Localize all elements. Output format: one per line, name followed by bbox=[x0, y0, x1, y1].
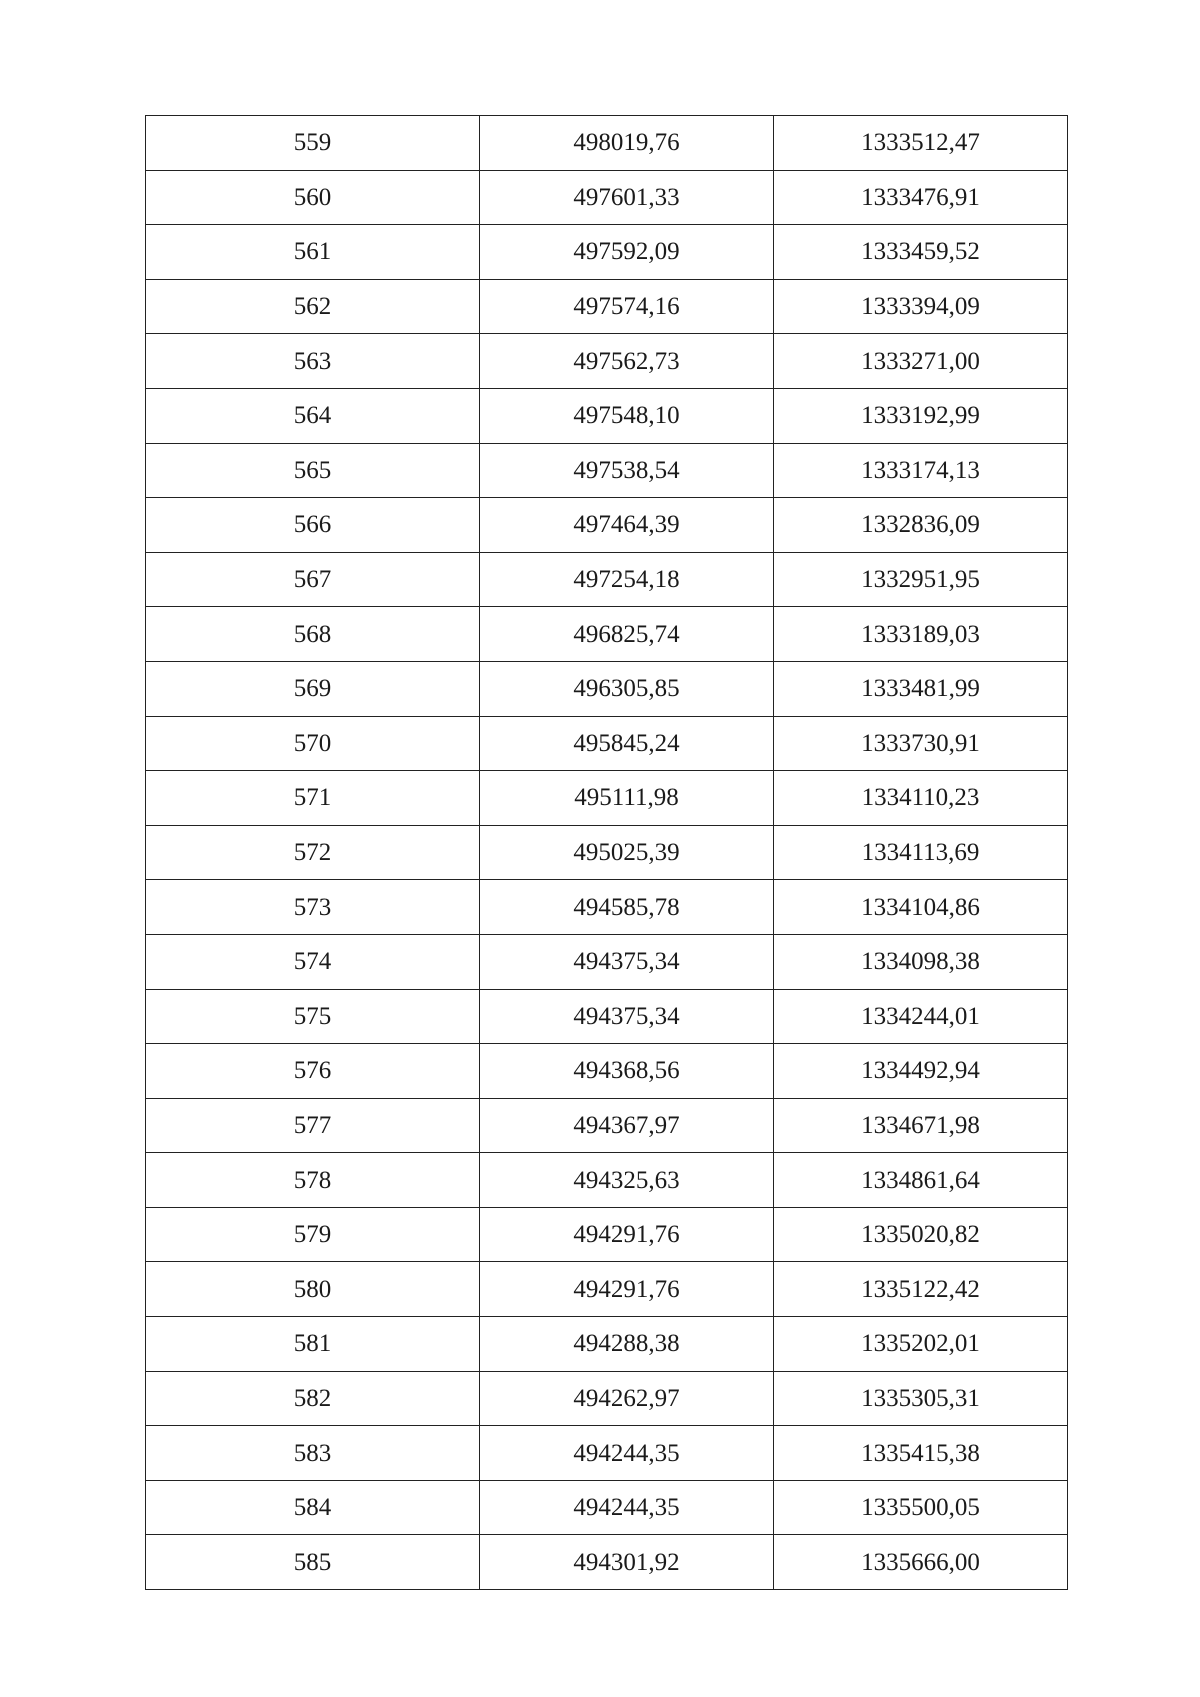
point-number-cell: 579 bbox=[146, 1207, 480, 1262]
x-coordinate-cell: 495025,39 bbox=[480, 825, 774, 880]
x-coordinate-cell: 494244,35 bbox=[480, 1480, 774, 1535]
y-coordinate-cell: 1334671,98 bbox=[774, 1098, 1068, 1153]
table-row bbox=[146, 1426, 1068, 1481]
y-coordinate-cell: 1335020,82 bbox=[774, 1207, 1068, 1262]
table-row bbox=[146, 771, 1068, 826]
table-row bbox=[146, 1207, 1068, 1262]
y-coordinate-cell: 1335122,42 bbox=[774, 1262, 1068, 1317]
table-row bbox=[146, 116, 1068, 171]
x-coordinate-cell: 494288,38 bbox=[480, 1317, 774, 1372]
y-coordinate-cell: 1333459,52 bbox=[774, 225, 1068, 280]
table-row bbox=[146, 880, 1068, 935]
y-coordinate-cell: 1332836,09 bbox=[774, 498, 1068, 553]
table-row bbox=[146, 443, 1068, 498]
y-coordinate-cell: 1333476,91 bbox=[774, 170, 1068, 225]
y-coordinate-cell: 1334492,94 bbox=[774, 1044, 1068, 1099]
y-coordinate-cell: 1335500,05 bbox=[774, 1480, 1068, 1535]
table-row bbox=[146, 607, 1068, 662]
point-number-cell: 562 bbox=[146, 279, 480, 334]
x-coordinate-cell: 495111,98 bbox=[480, 771, 774, 826]
x-coordinate-cell: 497562,73 bbox=[480, 334, 774, 389]
point-number-cell: 573 bbox=[146, 880, 480, 935]
point-number-cell: 575 bbox=[146, 989, 480, 1044]
point-number-cell: 582 bbox=[146, 1371, 480, 1426]
point-number-cell: 568 bbox=[146, 607, 480, 662]
table-row bbox=[146, 1535, 1068, 1590]
x-coordinate-cell: 497464,39 bbox=[480, 498, 774, 553]
x-coordinate-cell: 494585,78 bbox=[480, 880, 774, 935]
table-row bbox=[146, 1317, 1068, 1372]
point-number-cell: 584 bbox=[146, 1480, 480, 1535]
x-coordinate-cell: 497592,09 bbox=[480, 225, 774, 280]
point-number-cell: 577 bbox=[146, 1098, 480, 1153]
point-number-cell: 571 bbox=[146, 771, 480, 826]
x-coordinate-cell: 494367,97 bbox=[480, 1098, 774, 1153]
table-row bbox=[146, 334, 1068, 389]
coordinates-table bbox=[145, 115, 1068, 1590]
y-coordinate-cell: 1335202,01 bbox=[774, 1317, 1068, 1372]
x-coordinate-cell: 494301,92 bbox=[480, 1535, 774, 1590]
y-coordinate-cell: 1334110,23 bbox=[774, 771, 1068, 826]
point-number-cell: 570 bbox=[146, 716, 480, 771]
y-coordinate-cell: 1334098,38 bbox=[774, 934, 1068, 989]
table-row bbox=[146, 1262, 1068, 1317]
x-coordinate-cell: 497538,54 bbox=[480, 443, 774, 498]
y-coordinate-cell: 1334244,01 bbox=[774, 989, 1068, 1044]
x-coordinate-cell: 494262,97 bbox=[480, 1371, 774, 1426]
table-row bbox=[146, 388, 1068, 443]
point-number-cell: 559 bbox=[146, 116, 480, 171]
point-number-cell: 566 bbox=[146, 498, 480, 553]
y-coordinate-cell: 1333174,13 bbox=[774, 443, 1068, 498]
point-number-cell: 576 bbox=[146, 1044, 480, 1099]
y-coordinate-cell: 1333192,99 bbox=[774, 388, 1068, 443]
x-coordinate-cell: 494244,35 bbox=[480, 1426, 774, 1481]
x-coordinate-cell: 496825,74 bbox=[480, 607, 774, 662]
x-coordinate-cell: 496305,85 bbox=[480, 661, 774, 716]
point-number-cell: 561 bbox=[146, 225, 480, 280]
x-coordinate-cell: 497254,18 bbox=[480, 552, 774, 607]
point-number-cell: 574 bbox=[146, 934, 480, 989]
table-row bbox=[146, 989, 1068, 1044]
point-number-cell: 560 bbox=[146, 170, 480, 225]
y-coordinate-cell: 1333394,09 bbox=[774, 279, 1068, 334]
x-coordinate-cell: 494368,56 bbox=[480, 1044, 774, 1099]
x-coordinate-cell: 494291,76 bbox=[480, 1262, 774, 1317]
table-row bbox=[146, 1153, 1068, 1208]
x-coordinate-cell: 497574,16 bbox=[480, 279, 774, 334]
coordinates-table-body bbox=[146, 116, 1068, 1590]
y-coordinate-cell: 1335305,31 bbox=[774, 1371, 1068, 1426]
table-row bbox=[146, 716, 1068, 771]
y-coordinate-cell: 1332951,95 bbox=[774, 552, 1068, 607]
y-coordinate-cell: 1333512,47 bbox=[774, 116, 1068, 171]
table-row bbox=[146, 552, 1068, 607]
table-row bbox=[146, 1371, 1068, 1426]
table-row bbox=[146, 498, 1068, 553]
y-coordinate-cell: 1334113,69 bbox=[774, 825, 1068, 880]
point-number-cell: 563 bbox=[146, 334, 480, 389]
table-row bbox=[146, 279, 1068, 334]
x-coordinate-cell: 497601,33 bbox=[480, 170, 774, 225]
y-coordinate-cell: 1335666,00 bbox=[774, 1535, 1068, 1590]
point-number-cell: 578 bbox=[146, 1153, 480, 1208]
x-coordinate-cell: 495845,24 bbox=[480, 716, 774, 771]
point-number-cell: 583 bbox=[146, 1426, 480, 1481]
x-coordinate-cell: 494375,34 bbox=[480, 989, 774, 1044]
x-coordinate-cell: 494325,63 bbox=[480, 1153, 774, 1208]
point-number-cell: 585 bbox=[146, 1535, 480, 1590]
table-row bbox=[146, 1480, 1068, 1535]
table-row bbox=[146, 1098, 1068, 1153]
table-row bbox=[146, 661, 1068, 716]
point-number-cell: 567 bbox=[146, 552, 480, 607]
table-row bbox=[146, 825, 1068, 880]
point-number-cell: 580 bbox=[146, 1262, 480, 1317]
y-coordinate-cell: 1334861,64 bbox=[774, 1153, 1068, 1208]
y-coordinate-cell: 1333189,03 bbox=[774, 607, 1068, 662]
point-number-cell: 581 bbox=[146, 1317, 480, 1372]
table-row bbox=[146, 170, 1068, 225]
point-number-cell: 564 bbox=[146, 388, 480, 443]
y-coordinate-cell: 1335415,38 bbox=[774, 1426, 1068, 1481]
point-number-cell: 572 bbox=[146, 825, 480, 880]
table-row bbox=[146, 225, 1068, 280]
y-coordinate-cell: 1333271,00 bbox=[774, 334, 1068, 389]
table-row bbox=[146, 934, 1068, 989]
point-number-cell: 565 bbox=[146, 443, 480, 498]
y-coordinate-cell: 1333481,99 bbox=[774, 661, 1068, 716]
x-coordinate-cell: 494375,34 bbox=[480, 934, 774, 989]
y-coordinate-cell: 1333730,91 bbox=[774, 716, 1068, 771]
y-coordinate-cell: 1334104,86 bbox=[774, 880, 1068, 935]
point-number-cell: 569 bbox=[146, 661, 480, 716]
x-coordinate-cell: 494291,76 bbox=[480, 1207, 774, 1262]
table-row bbox=[146, 1044, 1068, 1099]
x-coordinate-cell: 497548,10 bbox=[480, 388, 774, 443]
x-coordinate-cell: 498019,76 bbox=[480, 116, 774, 171]
